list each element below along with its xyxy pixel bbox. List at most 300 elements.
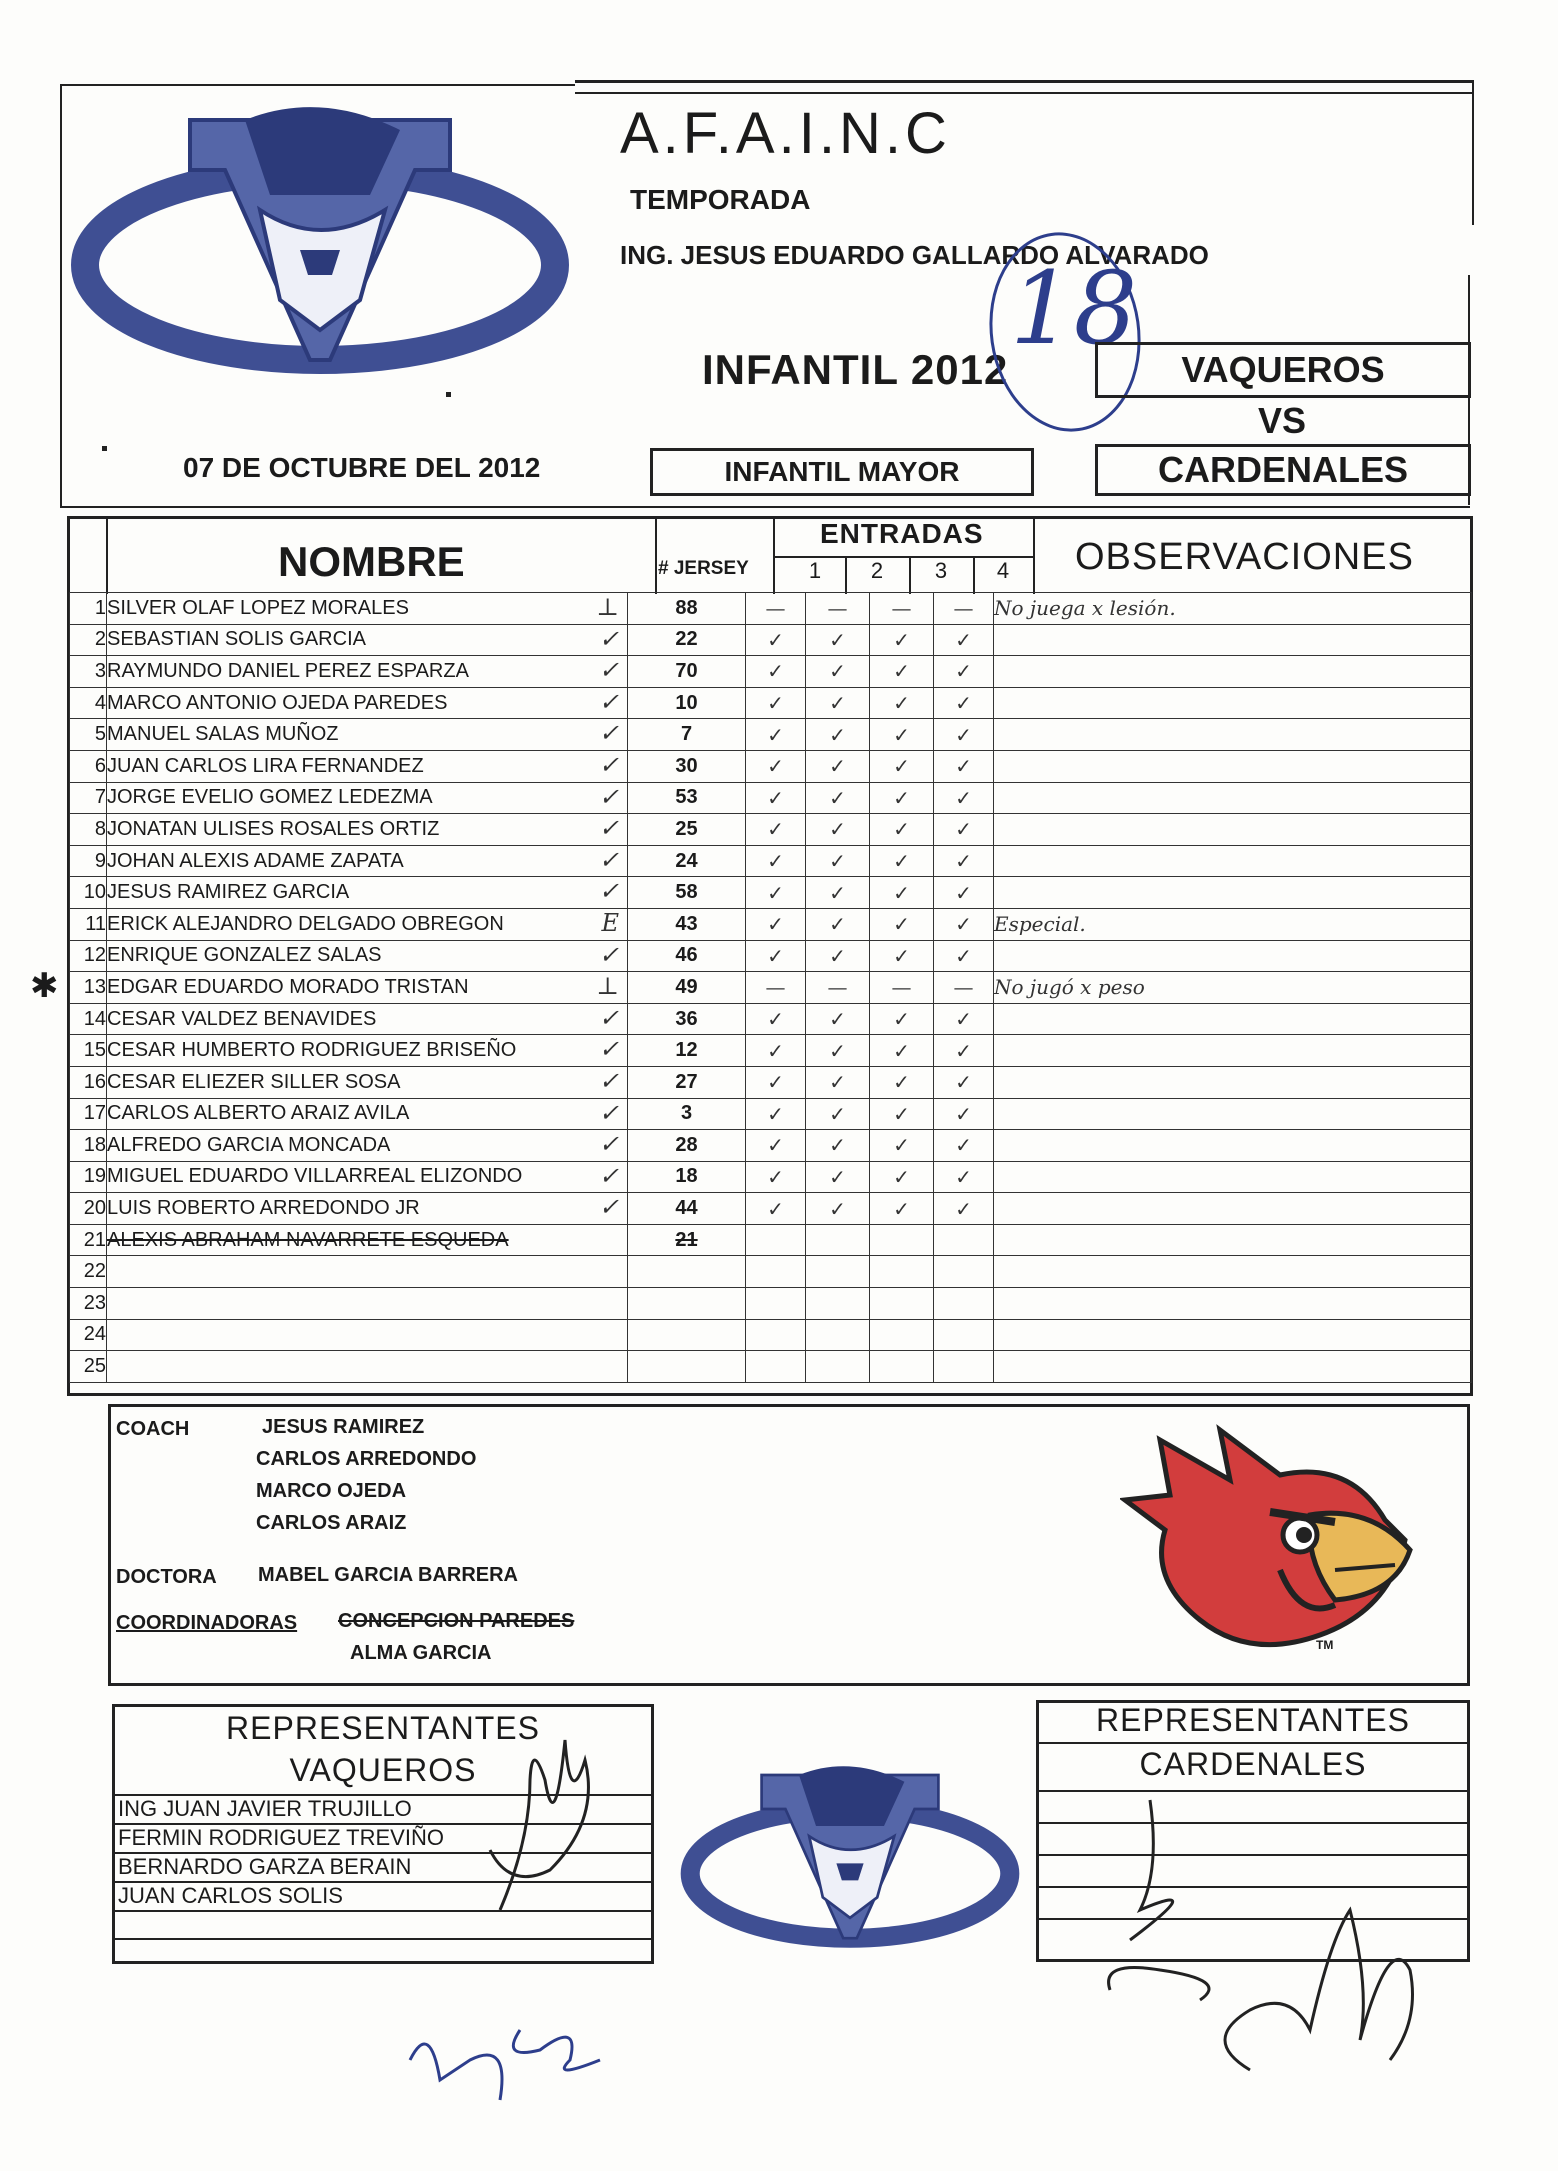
inning-2-mark: ✓ <box>806 719 870 751</box>
inning-1-header: 1 <box>808 558 822 583</box>
observation <box>994 1130 1472 1162</box>
inning-4-mark: ✓ <box>934 908 994 940</box>
observation <box>994 814 1472 846</box>
president-name: ING. JESUS EDUARDO GALLARDO ALVARADO <box>620 240 1209 270</box>
attendance-mark: ✓ <box>598 1161 619 1190</box>
player-name-cell <box>107 972 628 1004</box>
inning-1-mark: ✓ <box>746 1161 806 1193</box>
player-name: MANUEL SALAS MUÑOZ <box>107 723 339 746</box>
observation <box>994 750 1472 782</box>
inning-2-mark <box>806 1351 870 1383</box>
inning-1-mark: ✓ <box>746 624 806 656</box>
player-name: JORGE EVELIO GOMEZ LEDEZMA <box>107 786 433 809</box>
player-name: SEBASTIAN SOLIS GARCIA <box>107 628 366 651</box>
inning-2-mark: ✓ <box>806 845 870 877</box>
inning-1-mark: ✓ <box>746 1130 806 1162</box>
inning-2-mark: ✓ <box>806 750 870 782</box>
jersey-number: 25 <box>628 814 746 846</box>
inning-3-mark: ✓ <box>870 877 934 909</box>
inning-1-mark: ✓ <box>746 782 806 814</box>
header-border-bottom <box>60 506 1470 508</box>
org-title: A.F.A.I.N.C <box>620 101 951 166</box>
jersey-number: 70 <box>628 656 746 688</box>
coach-label: COACH <box>116 1418 190 1440</box>
player-name-cell <box>107 1351 628 1383</box>
player-name: ALEXIS ABRAHAM NAVARRETE ESQUEDA <box>107 1228 509 1251</box>
inning-4-mark <box>934 1224 994 1256</box>
inning-2-mark: ✓ <box>806 656 870 688</box>
row-number: 23 <box>70 1288 107 1320</box>
asterisk-mark: ✱ <box>30 967 59 1005</box>
inning-2-mark: — <box>806 593 870 625</box>
col-divider <box>106 518 108 594</box>
player-name: ERICK ALEJANDRO DELGADO OBREGON <box>107 912 504 935</box>
inning-2-mark: ✓ <box>806 1193 870 1225</box>
jersey-number: 27 <box>628 1066 746 1098</box>
table-row <box>70 656 1472 688</box>
inning-1-mark <box>746 1256 806 1288</box>
reps-home-title-1: REPRESENTANTES <box>226 1710 540 1746</box>
header-border-left <box>60 84 62 506</box>
table-row <box>70 845 1472 877</box>
inning-3-mark: ✓ <box>870 687 934 719</box>
player-name: CESAR ELIEZER SILLER SOSA <box>107 1070 401 1093</box>
jersey-number: 46 <box>628 940 746 972</box>
inning-4-mark: ✓ <box>934 1130 994 1162</box>
observation <box>994 1035 1472 1067</box>
jersey-number: 28 <box>628 1130 746 1162</box>
inning-1-mark: ✓ <box>746 1003 806 1035</box>
player-name: ENRIQUE GONZALEZ SALAS <box>107 944 382 967</box>
jersey-number: 18 <box>628 1161 746 1193</box>
jersey-number: 3 <box>628 1098 746 1130</box>
inning-4-mark: — <box>934 972 994 1004</box>
jersey-number: 43 <box>628 908 746 940</box>
table-row <box>70 972 1472 1004</box>
inning-4-header: 4 <box>996 558 1010 583</box>
row-number: 25 <box>70 1351 107 1383</box>
table-row <box>70 782 1472 814</box>
inning-2-mark: ✓ <box>806 814 870 846</box>
inning-2-mark: ✓ <box>806 782 870 814</box>
inning-1-mark: — <box>746 593 806 625</box>
observation <box>994 877 1472 909</box>
inning-4-mark: ✓ <box>934 687 994 719</box>
inning-4-mark: ✓ <box>934 1098 994 1130</box>
inning-3-mark: ✓ <box>870 1035 934 1067</box>
row-divider <box>112 1938 654 1940</box>
jersey-number: 58 <box>628 877 746 909</box>
rep-home-1: ING JUAN JAVIER TRUJILLO <box>118 1796 412 1821</box>
reps-away-title-1: REPRESENTANTES <box>1096 1702 1410 1738</box>
inning-2-mark: — <box>806 972 870 1004</box>
row-divider <box>1036 1742 1470 1744</box>
col-jersey-header: # JERSEY <box>658 558 749 579</box>
player-name-cell <box>107 1256 628 1288</box>
inning-2-mark <box>806 1319 870 1351</box>
inning-3-mark: ✓ <box>870 908 934 940</box>
player-name: JOHAN ALEXIS ADAME ZAPATA <box>107 849 404 872</box>
observation <box>994 1003 1472 1035</box>
table-row <box>70 908 1472 940</box>
row-number: 1 <box>70 593 107 625</box>
attendance-mark: ⊥ <box>596 972 619 1001</box>
col-innings-header: ENTRADAS <box>820 518 984 549</box>
inning-4-mark: ✓ <box>934 845 994 877</box>
col-obs-header: OBSERVACIONES <box>1075 536 1414 578</box>
table-row <box>70 1003 1472 1035</box>
table-row <box>70 1319 1472 1351</box>
row-number: 5 <box>70 719 107 751</box>
attendance-mark: ✓ <box>598 719 619 748</box>
player-name: SILVER OLAF LOPEZ MORALES <box>107 596 409 619</box>
observation <box>994 1351 1472 1383</box>
player-name: RAYMUNDO DANIEL PEREZ ESPARZA <box>107 659 469 682</box>
table-row <box>70 750 1472 782</box>
observation <box>994 1224 1472 1256</box>
inning-4-mark: ✓ <box>934 719 994 751</box>
doctor-label: DOCTORA <box>116 1566 217 1588</box>
attendance-mark: ✓ <box>598 1003 619 1032</box>
match-date: 07 DE OCTUBRE DEL 2012 <box>183 452 541 483</box>
inning-3-mark: — <box>870 972 934 1004</box>
coordinator-2: ALMA GARCIA <box>350 1642 492 1664</box>
inning-2-mark: ✓ <box>806 1035 870 1067</box>
table-row <box>70 1224 1472 1256</box>
reps-away-title-2: CARDENALES <box>1139 1746 1367 1782</box>
row-number: 6 <box>70 750 107 782</box>
inning-4-mark <box>934 1319 994 1351</box>
header-border-top <box>575 80 1473 83</box>
row-number: 10 <box>70 877 107 909</box>
doctor-name: MABEL GARCIA BARRERA <box>258 1564 518 1586</box>
inning-2-mark: ✓ <box>806 1003 870 1035</box>
observation <box>994 845 1472 877</box>
player-name-cell <box>107 1003 628 1035</box>
inning-4-mark: ✓ <box>934 750 994 782</box>
player-name-cell <box>107 877 628 909</box>
inning-3-mark: ✓ <box>870 845 934 877</box>
jersey-number: 21 <box>628 1224 746 1256</box>
attendance-mark: ✓ <box>598 687 619 716</box>
inning-2-mark: ✓ <box>806 908 870 940</box>
inning-4-mark: ✓ <box>934 814 994 846</box>
observation <box>994 1066 1472 1098</box>
inning-3-mark <box>870 1288 934 1320</box>
season-label: TEMPORADA <box>630 184 811 215</box>
inning-1-mark: ✓ <box>746 1066 806 1098</box>
attendance-mark: ✓ <box>598 1193 619 1222</box>
jersey-number: 36 <box>628 1003 746 1035</box>
row-number: 15 <box>70 1035 107 1067</box>
inning-4-mark: ✓ <box>934 1161 994 1193</box>
attendance-mark: ✓ <box>598 877 619 906</box>
player-name-cell <box>107 1288 628 1320</box>
signature-away <box>1070 1790 1460 2090</box>
inning-3-mark: ✓ <box>870 624 934 656</box>
player-name-cell <box>107 656 628 688</box>
attendance-mark: ✓ <box>598 1035 619 1064</box>
attendance-mark: ✓ <box>598 940 619 969</box>
inning-1-mark: ✓ <box>746 1098 806 1130</box>
inning-2-mark: ✓ <box>806 624 870 656</box>
inning-2-mark <box>806 1256 870 1288</box>
player-name-cell <box>107 1161 628 1193</box>
away-team-box: CARDENALES <box>1095 444 1471 496</box>
header-border-right-upper <box>1472 80 1474 225</box>
player-name-cell <box>107 1193 628 1225</box>
observation <box>994 687 1472 719</box>
player-name: CESAR VALDEZ BENAVIDES <box>107 1007 377 1030</box>
inning-2-mark: ✓ <box>806 1066 870 1098</box>
row-number: 4 <box>70 687 107 719</box>
inning-1-mark: ✓ <box>746 877 806 909</box>
rep-home-2: FERMIN RODRIGUEZ TREVIÑO <box>118 1825 444 1850</box>
inning-4-mark: ✓ <box>934 624 994 656</box>
attendance-mark: ✓ <box>598 624 619 653</box>
inning-4-mark <box>934 1288 994 1320</box>
dot <box>102 446 107 451</box>
coach-1: JESUS RAMIREZ <box>262 1416 425 1438</box>
player-name-cell <box>107 1066 628 1098</box>
attendance-mark: ✓ <box>598 845 619 874</box>
attendance-mark: E <box>601 908 619 937</box>
jersey-number <box>628 1319 746 1351</box>
inning-3-mark: ✓ <box>870 1066 934 1098</box>
row-number: 2 <box>70 624 107 656</box>
table-row <box>70 1161 1472 1193</box>
inning-4-mark <box>934 1351 994 1383</box>
row-number: 3 <box>70 656 107 688</box>
jersey-number <box>628 1288 746 1320</box>
player-name-cell <box>107 593 628 625</box>
inning-2-header: 2 <box>870 558 884 583</box>
player-name-cell <box>107 750 628 782</box>
table-row <box>70 1098 1472 1130</box>
player-name-cell <box>107 1319 628 1351</box>
inning-4-mark: ✓ <box>934 940 994 972</box>
inning-3-mark: ✓ <box>870 940 934 972</box>
observation <box>994 1288 1472 1320</box>
player-name: ALFREDO GARCIA MONCADA <box>107 1133 391 1156</box>
inning-3-mark: ✓ <box>870 1161 934 1193</box>
row-number: 11 <box>70 908 107 940</box>
coach-3: MARCO OJEDA <box>256 1480 407 1502</box>
player-name-cell <box>107 782 628 814</box>
inning-2-mark: ✓ <box>806 877 870 909</box>
inning-2-mark: ✓ <box>806 940 870 972</box>
inning-3-mark: ✓ <box>870 750 934 782</box>
inning-1-mark <box>746 1319 806 1351</box>
col-divider <box>973 558 975 594</box>
roster-table <box>69 592 1472 1383</box>
inning-3-header: 3 <box>934 558 948 583</box>
home-team-box: VAQUEROS <box>1095 342 1471 398</box>
coordinators-label: COORDINADORAS <box>116 1612 298 1634</box>
player-name-cell <box>107 1098 628 1130</box>
vaqueros-logo-small <box>680 1760 1020 1960</box>
row-number: 7 <box>70 782 107 814</box>
inning-1-mark: ✓ <box>746 687 806 719</box>
jersey-number: 12 <box>628 1035 746 1067</box>
player-name-cell <box>107 687 628 719</box>
player-name: JUAN CARLOS LIRA FERNANDEZ <box>107 754 424 777</box>
table-row <box>70 1130 1472 1162</box>
jersey-number: 44 <box>628 1193 746 1225</box>
row-number: 22 <box>70 1256 107 1288</box>
inning-3-mark <box>870 1319 934 1351</box>
table-row <box>70 687 1472 719</box>
inning-3-mark: ✓ <box>870 1193 934 1225</box>
row-number: 9 <box>70 845 107 877</box>
player-name: JESUS RAMIREZ GARCIA <box>107 881 350 904</box>
circled-number: 18 <box>1010 250 1138 367</box>
observation <box>994 1319 1472 1351</box>
col-divider <box>845 558 847 594</box>
player-name: CESAR HUMBERTO RODRIGUEZ BRISEÑO <box>107 1039 517 1062</box>
signature-home <box>470 1720 620 1920</box>
row-number: 13 <box>70 972 107 1004</box>
col-name-header: NOMBRE <box>278 538 465 585</box>
attendance-mark: ✓ <box>598 1130 619 1159</box>
inning-1-mark: ✓ <box>746 656 806 688</box>
inning-3-mark: ✓ <box>870 814 934 846</box>
rep-home-4: JUAN CARLOS SOLIS <box>118 1883 343 1908</box>
header-border-top-inner <box>575 92 1473 94</box>
table-row <box>70 624 1472 656</box>
table-row <box>70 719 1472 751</box>
observation: No jugó x peso <box>994 972 1472 1004</box>
col-divider <box>1033 518 1035 594</box>
inning-1-mark: — <box>746 972 806 1004</box>
observation <box>994 1193 1472 1225</box>
player-name-cell <box>107 719 628 751</box>
inning-3-mark <box>870 1256 934 1288</box>
player-name-cell <box>107 940 628 972</box>
signature-blue <box>400 2000 630 2110</box>
observation <box>994 940 1472 972</box>
table-row <box>70 1256 1472 1288</box>
header-border-top-left <box>60 84 575 86</box>
rep-home-3: BERNARDO GARZA BERAIN <box>118 1854 412 1879</box>
table-row <box>70 1035 1472 1067</box>
inning-3-mark: ✓ <box>870 1098 934 1130</box>
inning-4-mark: ✓ <box>934 877 994 909</box>
attendance-mark: ✓ <box>598 782 619 811</box>
vs-label: VS <box>1258 400 1307 441</box>
inning-1-mark <box>746 1288 806 1320</box>
inning-2-mark <box>806 1288 870 1320</box>
inning-4-mark: ✓ <box>934 782 994 814</box>
row-number: 17 <box>70 1098 107 1130</box>
inning-4-mark: ✓ <box>934 1035 994 1067</box>
inning-4-mark <box>934 1256 994 1288</box>
attendance-mark: ✓ <box>598 656 619 685</box>
trademark: TM <box>1316 1638 1334 1652</box>
observation: Especial. <box>994 908 1472 940</box>
attendance-mark: ✓ <box>598 814 619 843</box>
observation <box>994 656 1472 688</box>
player-name: EDGAR EDUARDO MORADO TRISTAN <box>107 975 469 998</box>
inning-3-mark <box>870 1351 934 1383</box>
observation <box>994 1256 1472 1288</box>
jersey-number: 88 <box>628 593 746 625</box>
row-number: 24 <box>70 1319 107 1351</box>
row-number: 18 <box>70 1130 107 1162</box>
inning-1-mark <box>746 1351 806 1383</box>
attendance-mark: ⊥ <box>596 593 619 621</box>
observation: No juega x lesión. <box>994 593 1472 625</box>
jersey-number <box>628 1351 746 1383</box>
table-row <box>70 1288 1472 1320</box>
table-row <box>70 877 1472 909</box>
jersey-number: 22 <box>628 624 746 656</box>
inning-3-mark: ✓ <box>870 782 934 814</box>
inning-3-mark: ✓ <box>870 719 934 751</box>
inning-2-mark <box>806 1224 870 1256</box>
inning-1-mark: ✓ <box>746 814 806 846</box>
table-row <box>70 940 1472 972</box>
inning-4-mark: ✓ <box>934 1003 994 1035</box>
player-name: CARLOS ALBERTO ARAIZ AVILA <box>107 1102 410 1125</box>
row-number: 20 <box>70 1193 107 1225</box>
inning-4-mark: ✓ <box>934 1193 994 1225</box>
attendance-mark: ✓ <box>598 750 619 779</box>
player-name: MIGUEL EDUARDO VILLARREAL ELIZONDO <box>107 1165 523 1188</box>
inning-3-mark: ✓ <box>870 656 934 688</box>
player-name: MARCO ANTONIO OJEDA PAREDES <box>107 691 448 714</box>
inning-1-mark: ✓ <box>746 1035 806 1067</box>
jersey-number: 30 <box>628 750 746 782</box>
inning-4-mark: ✓ <box>934 1066 994 1098</box>
reps-home-title-2: VAQUEROS <box>289 1752 477 1788</box>
coordinator-1: CONCEPCION PAREDES <box>338 1610 575 1632</box>
inning-2-mark: ✓ <box>806 1130 870 1162</box>
inning-2-mark: ✓ <box>806 1098 870 1130</box>
inning-1-mark: ✓ <box>746 1193 806 1225</box>
inning-4-mark: — <box>934 593 994 625</box>
jersey-number: 24 <box>628 845 746 877</box>
observation <box>994 782 1472 814</box>
jersey-number: 7 <box>628 719 746 751</box>
row-number: 12 <box>70 940 107 972</box>
player-name-cell <box>107 908 628 940</box>
inning-1-mark: ✓ <box>746 908 806 940</box>
cardenales-logo <box>1120 1420 1420 1660</box>
inning-1-mark: ✓ <box>746 750 806 782</box>
row-number: 8 <box>70 814 107 846</box>
jersey-number: 49 <box>628 972 746 1004</box>
inning-3-mark <box>870 1224 934 1256</box>
player-name: LUIS ROBERTO ARREDONDO JR <box>107 1197 420 1220</box>
attendance-mark: ✓ <box>598 1066 619 1095</box>
player-name-cell <box>107 624 628 656</box>
table-row <box>70 1193 1472 1225</box>
observation <box>994 624 1472 656</box>
player-name: JONATAN ULISES ROSALES ORTIZ <box>107 817 440 840</box>
jersey-number <box>628 1256 746 1288</box>
inning-1-mark: ✓ <box>746 940 806 972</box>
inning-3-mark: — <box>870 593 934 625</box>
col-divider <box>909 558 911 594</box>
row-number: 16 <box>70 1066 107 1098</box>
player-name-cell <box>107 1224 628 1256</box>
row-number: 21 <box>70 1224 107 1256</box>
player-name-cell <box>107 1130 628 1162</box>
table-row <box>70 593 1472 625</box>
category-box: INFANTIL MAYOR <box>650 448 1034 496</box>
jersey-number: 10 <box>628 687 746 719</box>
